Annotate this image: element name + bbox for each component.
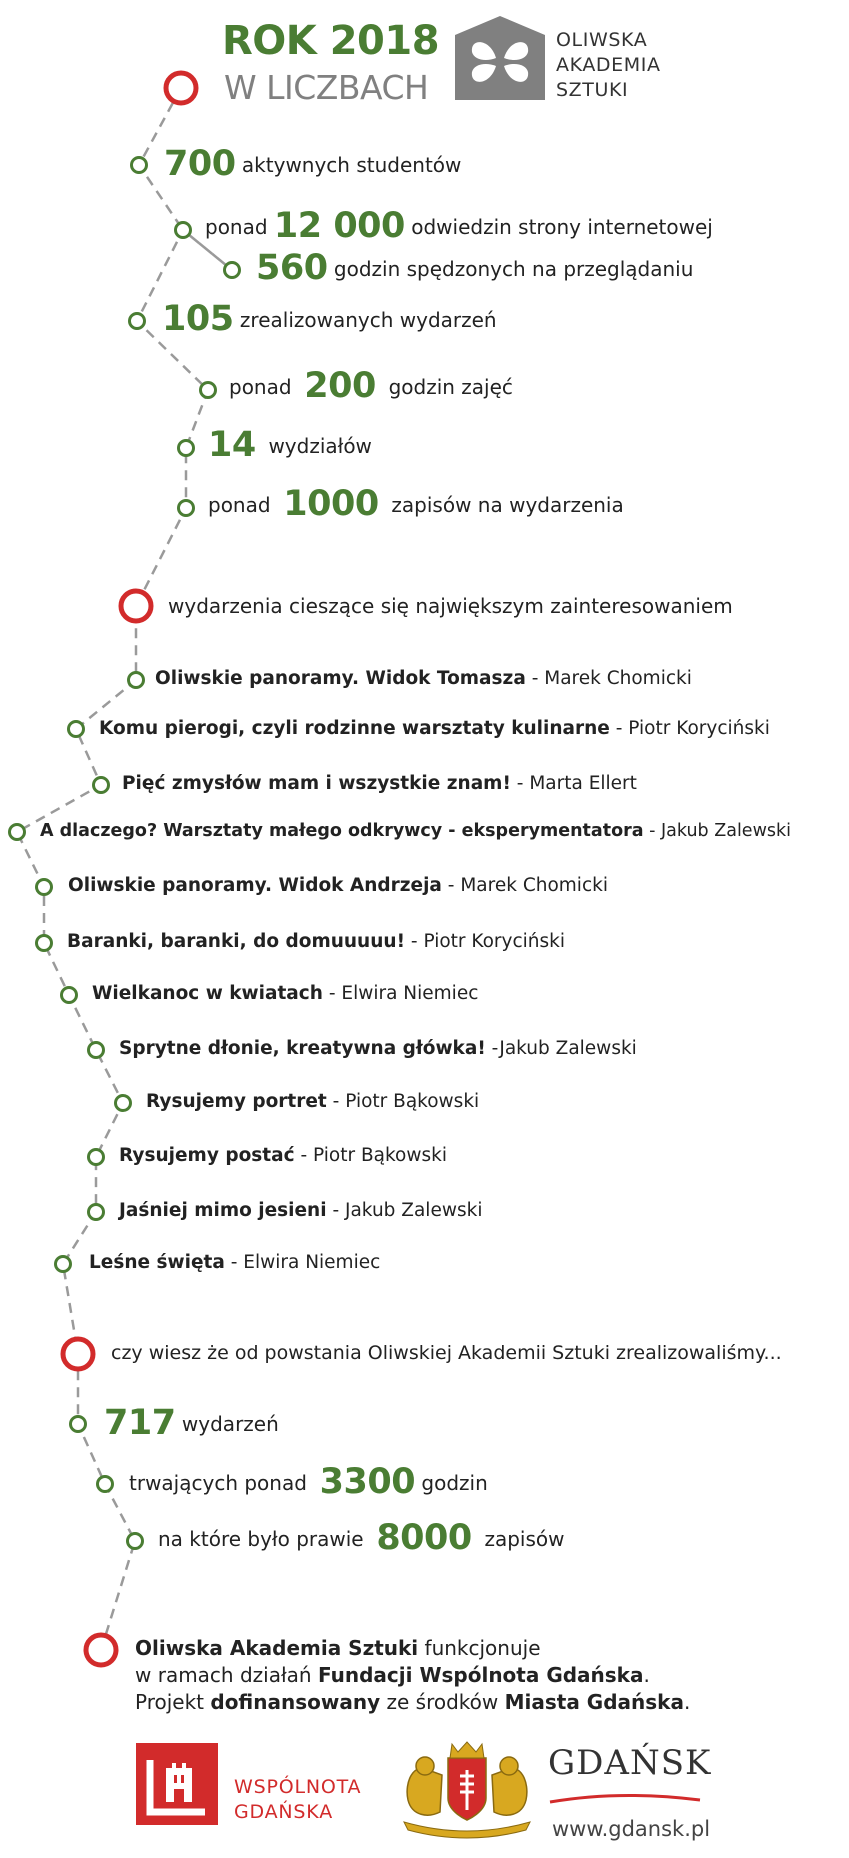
oas-logo-icon: [455, 16, 545, 100]
since-heading: czy wiesz że od powstania Oliwskiej Akademii Sztuki zrealizowaliśmy...: [111, 1342, 782, 1364]
event-item: Pięć zmysłów mam i wszystkie znam! - Marta Ellert: [122, 773, 637, 794]
event-item: A dlaczego? Warsztaty małego odkrywcy - eksperymentatora - Jakub Zalewski: [40, 821, 791, 841]
green-stops: [10, 158, 240, 1549]
stat-row: ponad 1000 zapisów na wydarzenia: [208, 484, 624, 524]
event-item: Jaśniej mimo jesieni - Jakub Zalewski: [119, 1200, 483, 1221]
event-item: Baranki, baranki, do domuuuuu! - Piotr Koryciński: [67, 931, 566, 952]
since-stat-row: trwających ponad 3300 godzin: [129, 1462, 488, 1502]
event-item: Komu pierogi, czyli rodzinne warsztaty kulinarne - Piotr Koryciński: [99, 718, 770, 739]
stat-row: ponad 12 000 odwiedzin strony internetowej: [205, 206, 713, 246]
wspolnota-logo-text: WSPÓLNOTA GDAŃSKA: [234, 1776, 362, 1823]
gdansk-url: www.gdansk.pl: [552, 1817, 711, 1841]
gdansk-coat-of-arms-icon: [404, 1742, 530, 1838]
since-stat-row: 717 wydarzeń: [104, 1403, 279, 1443]
stat-row: 105 zrealizowanych wydarzeń: [162, 299, 497, 339]
stat-row: 14 wydziałów: [208, 425, 372, 465]
event-item: Rysujemy postać - Piotr Bąkowski: [119, 1145, 448, 1166]
event-item: Sprytne dłonie, kreatywna główka! -Jakub Zalewski: [119, 1038, 637, 1059]
event-item: Rysujemy portret - Piotr Bąkowski: [146, 1091, 480, 1112]
footer-note: Oliwska Akademia Sztuki funkcjonuje w ramach działań Fundacji Wspólnota Gdańska. Projekt dofinansowany ze środków Miasta Gdańska.: [135, 1636, 691, 1714]
gdansk-swoosh: [550, 1795, 700, 1802]
since-stat-row: na które było prawie 8000 zapisów: [158, 1518, 565, 1558]
gdansk-logo-text: GDAŃSK: [548, 1743, 712, 1783]
event-item: Oliwskie panoramy. Widok Tomasza - Marek Chomicki: [155, 668, 692, 689]
stat-row: ponad 200 godzin zajęć: [229, 366, 513, 406]
page-subtitle: W LICZBACH: [224, 68, 429, 107]
page-title: ROK 2018: [222, 18, 440, 64]
wspolnota-logo-icon: [136, 1743, 218, 1825]
events-heading: wydarzenia cieszące się największym zainteresowaniem: [168, 594, 733, 618]
stat-row: 700 aktywnych studentów: [164, 144, 462, 184]
event-item: Wielkanoc w kwiatach - Elwira Niemiec: [92, 983, 479, 1004]
oas-logo-text: OLIWSKA AKADEMIA SZTUKI: [556, 29, 661, 101]
stat-row: 560 godzin spędzonych na przeglądaniu: [256, 248, 694, 288]
event-item: Leśne święta - Elwira Niemiec: [89, 1252, 381, 1273]
event-item: Oliwskie panoramy. Widok Andrzeja - Marek Chomicki: [68, 875, 608, 896]
